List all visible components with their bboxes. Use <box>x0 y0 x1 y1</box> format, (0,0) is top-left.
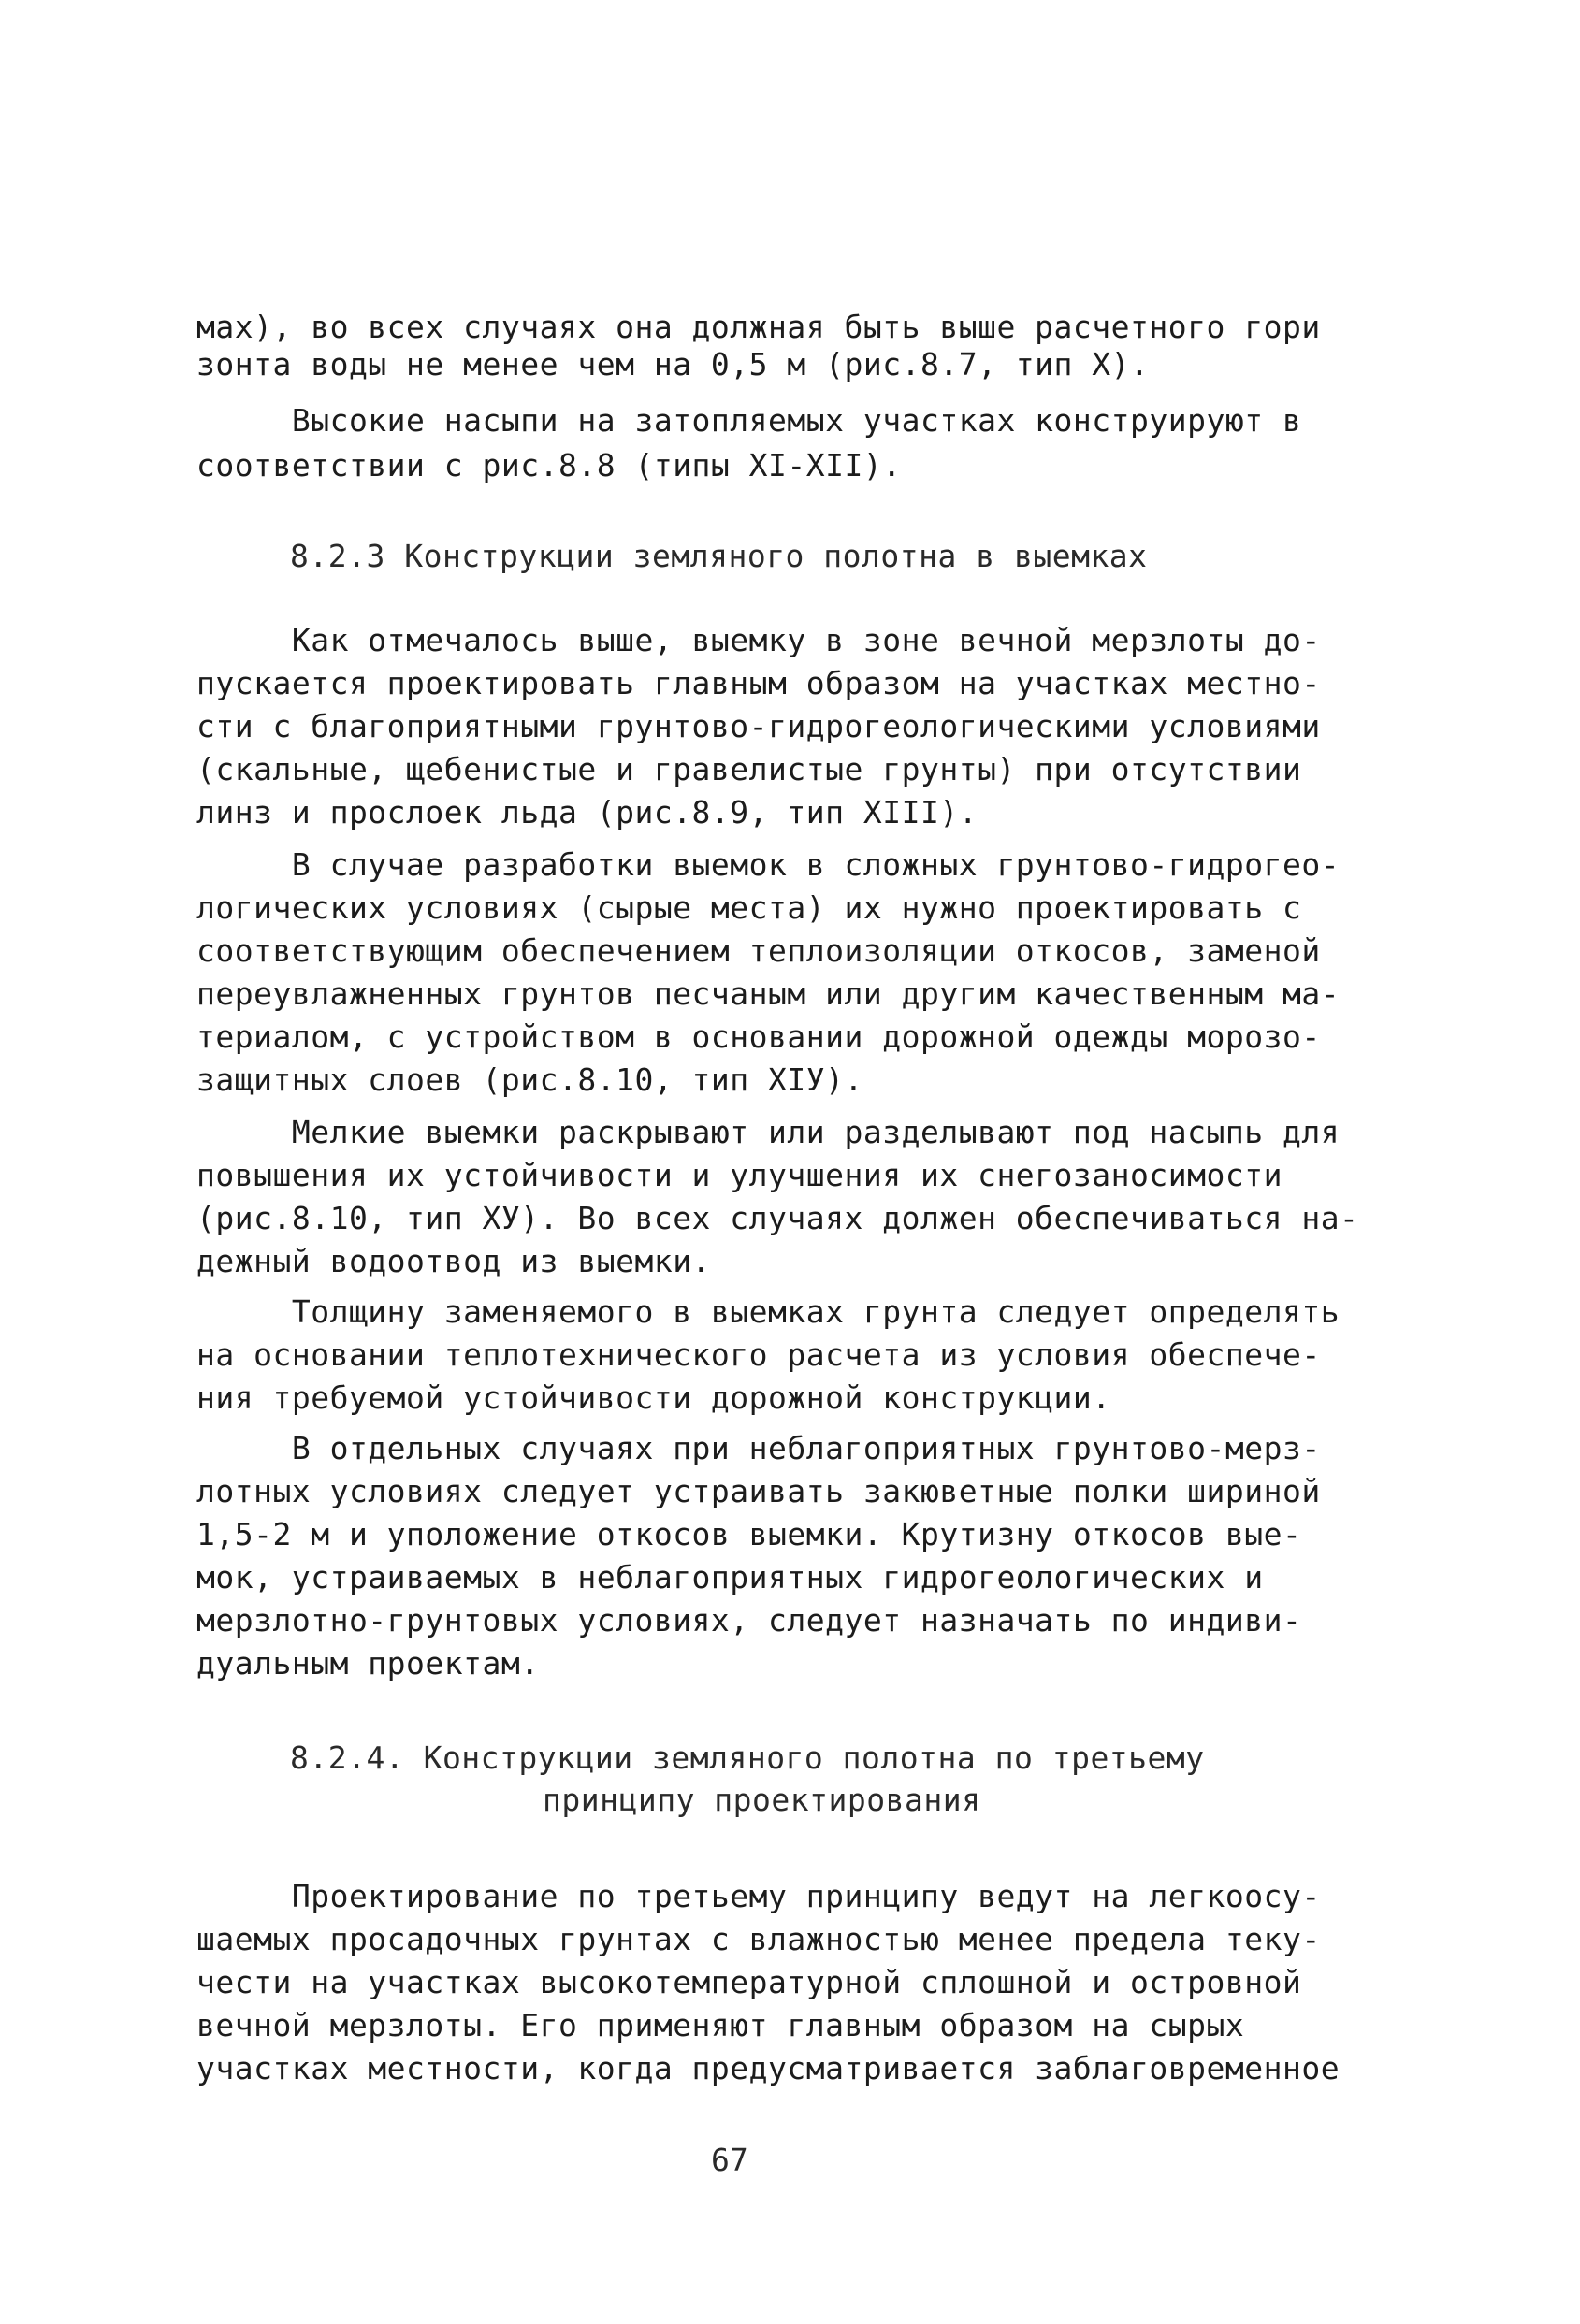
text-line: вечной мерзлоты. Его применяют главным образом на сырых <box>196 2007 1245 2043</box>
text-line: Высокие насыпи на затопляемых участках конструируют в <box>196 402 1302 439</box>
text-line: (рис.8.10, тип ХУ). Во всех случаях должен обеспечиваться на- <box>196 1200 1359 1236</box>
text-line: (скальные, щебенистые и гравелистые грунты) при отсутствии <box>196 751 1302 787</box>
text-line: Проектирование по третьему принципу ведут на легкоосу- <box>196 1878 1321 1914</box>
text-line: В отдельных случаях при неблагоприятных грунтово-мерз- <box>196 1430 1321 1466</box>
section-heading-8-2-4-line1: 8.2.4. Конструкции земляного полотна по третьему <box>290 1739 1205 1776</box>
text-line: мах), во всех случаях она должная быть выше расчетного гори <box>196 309 1321 345</box>
text-line: Мелкие выемки раскрывают или разделывают под насыпь для <box>196 1114 1341 1150</box>
text-line: Толщину заменяемого в выемках грунта следует определять <box>196 1293 1341 1330</box>
text-line: линз и прослоек льда (рис.8.9, тип XIII). <box>196 794 978 830</box>
text-line: соответствии с рис.8.8 (типы XI-XII). <box>196 447 902 484</box>
text-line: сти с благоприятными грунтово-гидрогеологическими условиями <box>196 708 1321 744</box>
text-line: мок, устраиваемых в неблагоприятных гидрогеологических и <box>196 1559 1264 1595</box>
text-line: лотных условиях следует устраивать закюветные полки шириной <box>196 1473 1321 1509</box>
text-line: на основании теплотехнического расчета из условия обеспече- <box>196 1336 1321 1373</box>
text-line: зонта воды не менее чем на 0,5 м (рис.8.7, тип Х). <box>196 346 1150 383</box>
text-line: шаемых просадочных грунтах с влажностью менее предела теку- <box>196 1921 1321 1957</box>
text-line: дежный водоотвод из выемки. <box>196 1243 711 1279</box>
text-line: Как отмечалось выше, выемку в зоне вечной мерзлоты до- <box>196 622 1321 658</box>
text-line: дуальным проектам. <box>196 1645 540 1682</box>
text-line: чести на участках высокотемпературной сплошной и островной <box>196 1964 1302 2000</box>
text-line: мерзлотно-грунтовых условиях, следует назначать по индиви- <box>196 1602 1302 1638</box>
text-line: В случае разработки выемок в сложных грунтово-гидрогео- <box>196 846 1341 883</box>
section-heading-8-2-3: 8.2.3 Конструкции земляного полотна в выемках <box>290 538 1148 574</box>
text-line: повышения их устойчивости и улучшения их снегозаносимости <box>196 1157 1283 1193</box>
page-number: 67 <box>711 2142 748 2178</box>
text-line: ния требуемой устойчивости дорожной конструкции. <box>196 1379 1111 1416</box>
text-line: логических условиях (сырые места) их нужно проектировать с <box>196 889 1302 926</box>
text-line: участках местности, когда предусматривается заблаговременное <box>196 2050 1341 2086</box>
text-line: териалом, с устройством в основании дорожной одежды морозо- <box>196 1018 1321 1055</box>
text-line: защитных слоев (рис.8.10, тип XIУ). <box>196 1061 863 1098</box>
text-line: переувлажненных грунтов песчаным или другим качественным ма- <box>196 975 1341 1012</box>
text-line: соответствующим обеспечением теплоизоляции откосов, заменой <box>196 932 1321 969</box>
text-line: 1,5-2 м и уположение откосов выемки. Крутизну откосов вые- <box>196 1516 1302 1552</box>
text-line: пускается проектировать главным образом на участках местно- <box>196 665 1321 701</box>
section-heading-8-2-4-line2: принципу проектирования <box>543 1782 981 1818</box>
